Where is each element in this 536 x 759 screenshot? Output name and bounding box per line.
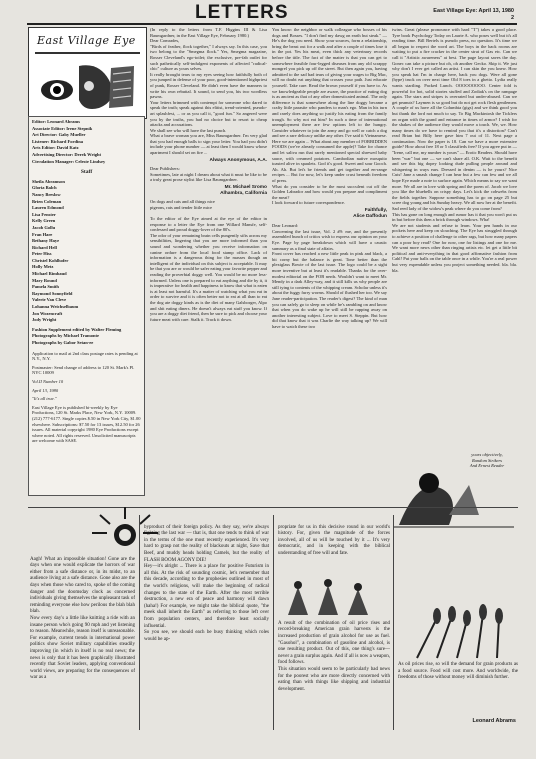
credit-line: Photographs by Michael Tramonte xyxy=(32,333,99,339)
letter-text: On dogs and cats and all things nice pigeons, rats and tender little mice To the editor of the Eye aimed at the eye of the editor in response to a letter the Eye from one Willard Mansfe, self-confessed and proud doggy-lover of the 80's. The odor of your remaining brain cells pungently sifts across my sensibilities, lingering that you are more informed than you sound and wondering whether you receive information on canine ordure from the local food stamp office. Lack of information is a dangerous thing for the masses though an intelligent of the individual on this subject is acceptable. It may be that you are or would be safer eating your favorite pepper and reading the proverbial doggy well. You would be no more less-informed. Unless one is prepared to eat anything and die by it, it is imperative for health and happiness to know that what is eaten is at least not harmful. It's a matter of watching what you eat in order to survive and it is often better not to eat at all than to eat the dog ate doggy kinds as is the diet of many Galsborger, Alpo and shit eating diners. He doesn't always eat stuff you know. If you are a doggy diet friend, then be sure to pick and choose your future meat with care. Stalk it. Track it down. xyxy=(150,199,267,322)
staff-name: Fran Hare xyxy=(32,231,53,237)
letters-column-2 xyxy=(272,27,387,505)
figure-illustration xyxy=(278,568,390,610)
staff-name: Jody Wright xyxy=(32,317,57,323)
staff-name: Lauren Edmond xyxy=(32,205,64,211)
credits2-list xyxy=(32,327,141,346)
staff-name: Jon Wozencraft xyxy=(32,310,63,316)
masthead-logo: East Village Eye xyxy=(37,34,136,47)
staff-name: Jacob Gollu xyxy=(32,224,56,230)
mailing-note: Application to mail at 2nd class postage rates is pending at N.Y., N.Y. xyxy=(32,350,138,362)
letter-signature: Always Anonymous, A.A. xyxy=(209,157,267,163)
column-rule xyxy=(139,515,140,730)
credit-line: Advertising Director: Derek Wright xyxy=(32,151,102,157)
essay-text: byproduct of their foreign policy. As they say, we're always fighting the last war — that is, that one tends to think of war in the terms of the one most recently experienced. It's very hard to grasp not the reality of blackouts at night, Save that Beef, and muddy heads holding Camels, but the reality of FLASH BOOM AGONY DIE! Hey—it's alright ... There is a place for positive Futurism in all this. At the risk of sounding cosmic, let's remember that this decade, according to the prophesies outlined in most of the world's religions, will make the beginning of radical changes to the state of the Earth. After the most terrible destruction, a new era of peace and harmony will dawn (haha!) For example, we might take the biblical quote, "the meek shall inherit the Earth" as referring to those left over from population centers, and therefore least socially influential. So you see, we should each be busy thinking which roles would be ap- xyxy=(144,524,269,642)
essay-signature: Leonard Abrams xyxy=(472,718,516,724)
essay-text: Aagh! What an impossible situation! Gone are the days when one would explicate the horrors of war either from a safe distance or, in its midst, to an audience living at a safe distance. Gone also are the days when those who cared to, spoke of the coming danger and the doomsday clock as concerned individuals giving themselves the unpleasant task of reminding everyone else how perilous the blah blah blah. Now every day's a little like knitting a ride with an insane person who's going 90 mph and yet listening to reason. Meanwhile, reason itself is unreasonable. For example, current trends in international power politics show Soviet military capabilities steadily improving (in which in itself is no real news; the news is only that it has been graphically illustrated recently that Soviet leaders, applying conventional world views, are preparing for the consequences of war as a xyxy=(30,556,135,681)
essay-text: A result of the combination of oil price rises and record-breaking American grain harvests is the increased production of grain alcohol for use as fuel. "Gasohol", a combination of gasoline and alcohol, is one resulting product. Out of this, one thing's sure—never a grain surplus again. And if all is now a weapon, food follows. This situation would seem to be particularly bad news for the poorest who are more directly concerned with eating than with things like shipping and industrial development. xyxy=(278,620,390,692)
issue-date: April 13, 1980 xyxy=(32,387,59,393)
masthead-box xyxy=(28,27,147,119)
staff-name: Nancy Breslow xyxy=(32,191,61,197)
page-header xyxy=(0,0,536,22)
credit-line: Circulation Manager: Celeste Lindsey xyxy=(32,158,106,164)
letter-text: Dear Publishers: Sometimes, late at night I dream about what it must be like to be a truly great prose stylist like Lisa Baumgardner. xyxy=(150,166,267,183)
credit-line: Listener: Richard Fordina xyxy=(32,138,83,144)
essay-column-3 xyxy=(278,518,390,728)
page-number: 2 xyxy=(510,15,514,21)
staff-name: Bethany Haye xyxy=(32,238,60,244)
staff-name: Peter Hiss xyxy=(32,251,52,257)
column-rule xyxy=(393,515,394,730)
staff-name: Pamela Smith xyxy=(32,284,59,290)
letter-signature: yours objectively, Random Strikers And Ernest Reader xyxy=(469,452,505,469)
staff-heading: Staff xyxy=(80,169,93,176)
staff-name: Valerie Van Cleve xyxy=(32,297,67,303)
column-rule xyxy=(273,515,274,730)
postmaster-note: Postmaster: Send change of address to 120 St. Mark's Pl. NYC 10009 xyxy=(32,364,135,376)
marching-figures-image xyxy=(278,575,390,617)
staff-name: Holly Metz xyxy=(32,264,54,270)
header-rule xyxy=(27,23,517,25)
staff-name: Sheila Abramson xyxy=(32,178,65,184)
credit-line: Associate Editor: Irene Stepnik xyxy=(32,125,93,131)
section-title: LETTERS xyxy=(195,2,289,23)
staff-name: Lohanna Weichselbaum xyxy=(32,304,79,310)
letter-text: twins. Great (please pronounce with hard "T") takes a good place. Tyre book Psychology Today on Laurie A. who poses well but it's all reading time. Bill Bertels is pseudo press, no question. It's time we all began to respect the word art. The boys in the back rooms are waiting to put a fire cracker in the center strut of Gas etc. Can we call it "Artistic awareness" at best. The page layout saves the day. Gonec can take a picture but oh, oh another Gecko. Skip it. We just why don't I ever get called an artist. I can skin the you knew. How you speak hat I'm in charge here, back you dogs. Were all gone (hype) truck on over next time Old 8 toes in a ghetto. Lydia really wants startling. Packed Lunch. OOOOOOOOO. Center fold is powerful for hot, solid stories stuffed and Zodiak's on the rampage again. The stars and stripes is overrated but under-abused. Can we get peanuts? Laymen is so good but do not get rock flesh gentlemen. A couple of us have all the Columbia (gigs) and we think good you but thank the lord not much to say. To Big Mackintosh the Ticklers on organ with the grand and entrance in times of armor? I wish for the shakes of the audience they would move a touch. We, we. How many times do we have to remind you that it's a distortion? Can't read Brian but Billy here gave him 7 out of 11. Next page a continuation. Now the paper is 18. Can we have a more extensive guide? How about free 18 or 5 classifieds free? If you agree put in — "Irene, call me, my number is yours" — Erotic Readers. Should have been "war" but one — we can't share all. O.K. Wait to the benefit and see this big dopey looking dude pulling people around and whispering in ways ears. Dressed in denim — is he yours? Nice Cuts! Jane a smash change I can hear but a few can few and we all hope Eye made a note to surface again. Which means to say we want more. We all are in love with spring and the poem of. Jacob we love you like the bluebells on crispy days. Let's kick the cobwebs from the fields together. Suppose something has to go on page 25 but scree dog young and his Sunday heavy. We all now her at the benefit. Sad reed lady of the widow's peak where do you come from? This has gone on long enough and rumor has it that you won't put us in but before this then a brick through windows. Wha! We are not students and refuse to learn. Your pen hands in our pockets here and keep on slouching. The Eye has struggled through to achieve a position of challenge to other rags, but how many papers can a poor boy read? One for now, one for listings and one for me. We want more news other than ringing artists etc. let get a little bit political and anti-everything in that good affirmative fashion from Cahl! Put your balls on the table once in a while. You're a real power but very expendable unless you project something needed. bla. bla. bla. xyxy=(392,27,517,273)
credit-line: Editor: Leonard Abrams xyxy=(32,119,81,124)
credit-line: Photographs by Gabor Setan-ee xyxy=(32,340,94,345)
masthead-rule xyxy=(35,52,140,54)
wheat-illustration xyxy=(397,598,523,660)
letter-signature: Mr. Michael Sromo Alhambra, California xyxy=(220,185,267,196)
essay-column-4 xyxy=(398,662,518,682)
credit-line: Fashion Supplement edited by Walter Fleming xyxy=(32,326,122,332)
issue-reference: East Village Eye: April 13, 1980 xyxy=(433,8,514,14)
staff-name: Brien Coleman xyxy=(32,198,62,204)
volume-number: Vol.II Number 10 xyxy=(32,378,64,384)
staff-name: Raymond Sonnyfield xyxy=(32,290,73,296)
credit-line: Art Director: Gaby Mueller xyxy=(32,132,86,138)
letters-column-3 xyxy=(392,27,517,445)
staff-name: Lisa Fenster xyxy=(32,211,56,217)
staff-name: Kelly Green xyxy=(32,218,56,224)
credits-list xyxy=(32,119,141,164)
staff-name: Michael Rimbaud xyxy=(32,271,67,277)
motto: "It's all true." xyxy=(32,396,57,402)
publication-info: East Village Eye is published bi-weekly by Eye Productions, 120 St. Marks Place, New York, N.Y. 10009. (212) 777-6177. Single copies $.50 in New York City, $1.00 elsewhere. Subscriptions: $7.50 for 13 issues, $12.50 for 26 issues. All material copyright 1980 Eye Productions except where noted. All rights reserved. Unsolicited manuscripts are welcome with SASE. xyxy=(32,404,141,444)
letters-column-1 xyxy=(150,27,267,505)
eye-collage-image xyxy=(39,60,136,112)
staff-name: Richard Hell xyxy=(32,244,57,250)
letter-text: (In reply to the letters from T.F. Higgins III & Lisa Baumgardner, in the East Village Eye, February 1980.) Dear Comrades, "Birds of feather, flock together," I always say. In this case, you two belong to the "Smegma flock." Yes, Smegma magazine, Rosser Cleveland's ego-toilet; the exclusive, pre-fab outlet for such pathetically self-indulgent exponents of affected "radical-chic" culture as yours selves. It really brought tears to my eyes seeing how faithfully both of you jumped in defense of your poor, good-intentioned highpriest of punk, Rosser Cleveland. He didn't even have the manners to write his own rebuttal. It sound, to send you, his two wordless pawns. Your letters brimmed with contempt for someone who dared to speak the truth; speak against this elitist, trend-oriented, pseudo-art splashfest, ... or as you call it, "good fun." So angered were you by the truths, you had no choice but to resort to cheap attacks and accusations. We shall see who will have the last punch. What a brave woman you are, Miss Baumgardner. I'm very glad that you had enough balls to sign your letter. You had you didn't include your phone number — at least then I would know whose apartment I should set on fire ... xyxy=(150,27,267,156)
essay-text: As oil prices rise, so will the demand for grain products as a food source. Food will cost more. And worldwide, the freedoms of those without money will diminish further. xyxy=(398,662,518,681)
credit-line: Arts Editor: David Katz xyxy=(32,145,79,151)
staff-name: Mary Round xyxy=(32,277,57,283)
essay-column-2 xyxy=(144,518,269,728)
staff-name: Gloria Balch xyxy=(32,185,57,191)
staff-box xyxy=(28,116,145,496)
staff-name: Christel Kohlhofer xyxy=(32,257,69,263)
staff-list xyxy=(32,179,141,323)
letter-text: You know: the neighbor or walk colleague who bosses of his dogs and Bosses. "I don't find my dawg on earth but steak." — He's the dog you need. Show your sources, form a relationship, bring the beast out for a walk and after a couple of times lose it in the pot. Yes his meat, even thick any veterinary records before the title. The fact of the matter is that you can get to somewhere feasible four-legged diseases from any old scrappy mongrel you pick up off the street. But then again you, having admitted to the sad bad tears of giving your wages to Big Mac, will no doubt eat anything that crosses your path. Just educate yourself. Take care. Read the brown yourself if you have to. As we knowledgeable people are aware, the practice of eating dog is as ancient as that of any other domesticated animal. The only difference is that somewhere along the line doggy became a crafty little parasite who panders to man's ego. Man in his turn and rarely does anything so justify his eating from the family trough. So why not eat him? In such a time of international unemployment there are few options left to the hungry. Consider whatever to join the army and go well or catch a dog and see a rare delicacy unlike any other. I've said it Vietnamese. Here we are again ... What about any member of FORBIDDEN FOODS (we've already consumed the apple)? Take for chance and let saliva run that rarely mentioned special shrewed baby sauce, with creamed potatoes. Cambodian native mosquito toasted alive in spaulets. God it's good. Sweet and sour Gooch. Ah. Ah. But let's be friends and get together and en-range recipes ... But for now, let's keep under crust beneath freedom of press. What do you consider to be the most succulent cut off the Golden Labrador and how would you prepare and compliment the meat? I look forward to future correspondence. xyxy=(272,27,387,206)
essay-column-1 xyxy=(30,550,135,728)
letter-signature: Faithfully, Alice Daffodun xyxy=(353,208,387,219)
letter-text: Dear Leonard: Concerning the last issue, Vol. 2 #9: me, and the presently assembled bunch of critics wish to express our opinion on your Eye. Page by page breakdown which will have a caustic summary as a final state of affairs. Front cover has reached a new little peak in pink and black, a bit corny but the balance is great. Tone better than the plexiglass Bowie of the last issue. The logo could be a sight more inventive but at least it's readable. Thanks for the over-modest editorial on the FOB nerds. Wouldn't want to meet Mr. Mendy in a dark Alley-way, and it still kills us why people are still tying to contents of the whipping cream. Scholar unless it's about the fuggy furry worms. Should of flushed her too. We say Jane reader-participation. The reader's digest? The kind of man you can safely go to sleep on while he's rambling on and know that when you do wake up he will still be rapping away on another interesting subject. Love to meet S. Steppin. But how did that know that it was Charlie the way talking up? We will have to watch these two xyxy=(272,223,387,329)
publication-notes xyxy=(32,351,141,444)
essay-text: propriate for us in this decisive round in our world's history. For, given the magnitude of the forces involved, all of us will be touched by it ... It's very democratic, and in keeping with the biblical understanding of free will and fate. xyxy=(278,524,390,556)
